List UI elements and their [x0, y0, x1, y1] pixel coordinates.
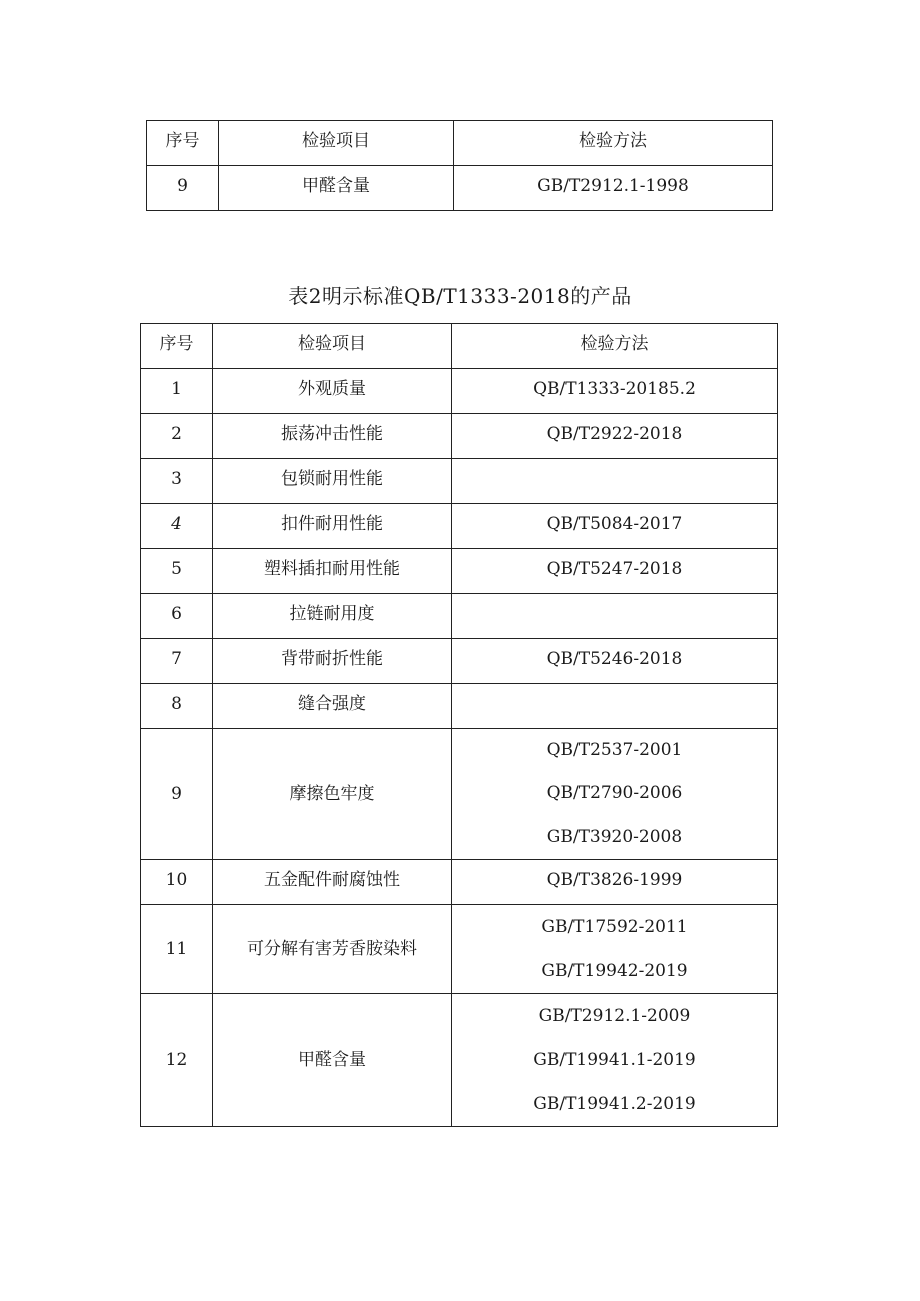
method-line: GB/T19941.1-2019 — [533, 1049, 696, 1070]
table-row — [141, 549, 778, 594]
cell-no: 3 — [141, 459, 213, 504]
cell-item: 摩擦色牢度 — [213, 729, 452, 860]
cell-method: QB/T5246-2018 — [452, 639, 778, 684]
table-2 — [140, 323, 778, 1127]
table-row — [141, 504, 778, 549]
table-row — [141, 994, 778, 1127]
cell-item: 甲醛含量 — [213, 994, 452, 1127]
cell-item: 扣件耐用性能 — [213, 504, 452, 549]
cell-no: 1 — [141, 369, 213, 414]
cell-method — [452, 994, 778, 1127]
cell-item: 拉链耐用度 — [213, 594, 452, 639]
header-cell-item: 检验项目 — [213, 324, 452, 369]
cell-method: GB/T2912.1-1998 — [454, 166, 773, 211]
method-line: GB/T19941.2-2019 — [533, 1093, 696, 1114]
cell-method: QB/T1333-20185.2 — [452, 369, 778, 414]
header-cell-no: 序号 — [141, 324, 213, 369]
cell-item: 缝合强度 — [213, 684, 452, 729]
cell-no: 4 — [141, 504, 213, 549]
cell-no: 12 — [141, 994, 213, 1127]
table-row — [141, 639, 778, 684]
table-row — [141, 860, 778, 905]
table-header-row — [147, 121, 773, 166]
cell-method — [452, 905, 778, 994]
cell-no: 11 — [141, 905, 213, 994]
cell-no: 9 — [141, 729, 213, 860]
cell-no: 5 — [141, 549, 213, 594]
cell-no: 8 — [141, 684, 213, 729]
table-header-row — [141, 324, 778, 369]
table-row — [141, 905, 778, 994]
cell-item: 五金配件耐腐蚀性 — [213, 860, 452, 905]
cell-method: QB/T3826-1999 — [452, 860, 778, 905]
cell-method — [452, 684, 778, 729]
table-row — [147, 166, 773, 211]
cell-item: 背带耐折性能 — [213, 639, 452, 684]
table-2-title: 表2明示标准QB/T1333-2018的产品 — [288, 284, 632, 308]
cell-method — [452, 729, 778, 860]
table-row — [141, 459, 778, 504]
cell-method — [452, 459, 778, 504]
header-cell-no: 序号 — [147, 121, 219, 166]
table-row — [141, 414, 778, 459]
table-row — [141, 684, 778, 729]
method-line: GB/T2912.1-2009 — [538, 1005, 691, 1026]
cell-method: QB/T5247-2018 — [452, 549, 778, 594]
cell-item: 可分解有害芳香胺染料 — [213, 905, 452, 994]
cell-method: QB/T2922-2018 — [452, 414, 778, 459]
method-line: GB/T17592-2011 — [541, 916, 688, 937]
cell-no: 2 — [141, 414, 213, 459]
header-cell-item: 检验项目 — [219, 121, 454, 166]
cell-item: 外观质量 — [213, 369, 452, 414]
cell-no: 10 — [141, 860, 213, 905]
cell-no: 6 — [141, 594, 213, 639]
table-row — [141, 369, 778, 414]
cell-item: 振荡冲击性能 — [213, 414, 452, 459]
method-line: GB/T3920-2008 — [546, 826, 683, 847]
cell-method: QB/T5084-2017 — [452, 504, 778, 549]
cell-no: 7 — [141, 639, 213, 684]
cell-item: 包锁耐用性能 — [213, 459, 452, 504]
cell-item: 塑料插扣耐用性能 — [213, 549, 452, 594]
cell-method — [452, 594, 778, 639]
table-row — [141, 594, 778, 639]
table-row — [141, 729, 778, 860]
method-line: QB/T2790-2006 — [546, 783, 683, 804]
cell-no: 9 — [147, 166, 219, 211]
header-cell-method: 检验方法 — [452, 324, 778, 369]
cell-item: 甲醛含量 — [219, 166, 454, 211]
header-cell-method: 检验方法 — [454, 121, 773, 166]
table-1 — [146, 120, 773, 211]
method-line: QB/T2537-2001 — [546, 740, 683, 761]
method-line: GB/T19942-2019 — [541, 960, 688, 981]
